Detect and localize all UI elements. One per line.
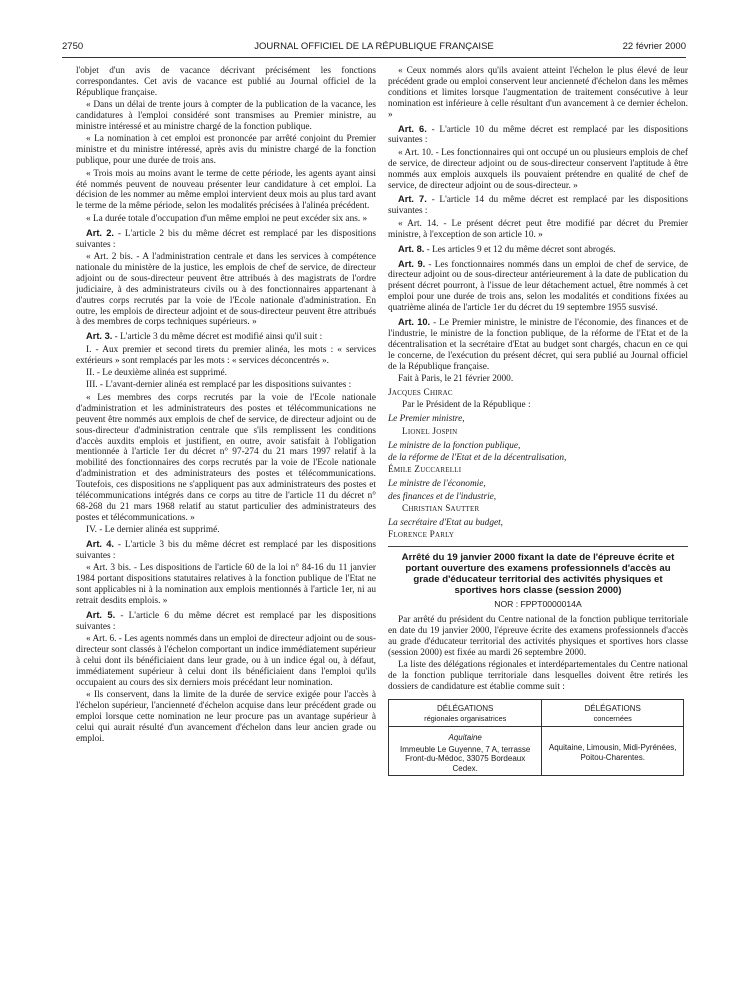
paragraph-text: - L'article 10 du même décret est remplacé par les dispositions suivantes : — [388, 124, 688, 146]
paragraph-text: « La nomination à cet emploi est prononcée par arrêté conjoint du Premier ministre et du ministre intéressé, après avis du ministre chargé de la fonction publique, pour une durée de trois ans. — [76, 134, 376, 167]
right_column-paragraph — [388, 317, 688, 373]
paragraph-text: « Ils conservent, dans la limite de la durée de service exigée pour l'accès à l'échelon supérieur, l'ancienneté d'échelon acquise dans leur précédent grade ou emploi lorsque cette nomination ne leur procure pas un avantage supérieur à celui qui aurait résulté d'un avancement d'échelon dans leur ancien grade ou emploi. — [76, 690, 376, 745]
left_column-paragraph — [76, 228, 376, 251]
left_column-paragraph — [76, 100, 376, 133]
paragraph-text: « Art. 10. - Les fonctionnaires qui ont occupé un ou plusieurs emplois de chef de service, de directeur adjoint ou de sous-directeur conservent l'aptitude à être nommés aux emplois auxquels ils pouvaient prétendre en qualité de chef de service, de directeur adjoint ou de sous-directeur. » — [388, 147, 688, 191]
article-number: Art. 8. — [398, 243, 425, 254]
right-column — [388, 66, 688, 776]
table-header-regional: DÉLÉGATIONS régionales organisatrices — [389, 700, 542, 727]
article-number: Art. 6. — [398, 123, 427, 134]
nor-reference: NOR : FPPT0000014A — [494, 599, 582, 610]
budget-name: Florence Parly — [388, 530, 455, 541]
arrete-paragraph-1: Par arrêté du président du Centre national de la fonction publique territoriale en date du 19 janvier 2000, l'épreuve écrite des examens professionnels d'accès au grade d'éducateur territorial des activités physiques et sportives hors classe (session 2000) est fixée au mardi 26 septembre 2000. — [388, 615, 688, 658]
article-number: Art. 2. — [86, 227, 114, 238]
left_column-paragraph — [76, 214, 376, 225]
table-cell-regional — [389, 727, 542, 776]
signer-name: Jacques Chirac — [388, 387, 453, 398]
left_column-paragraph — [76, 539, 376, 562]
arrete-paragraph-2: La liste des délégations régionales et interdépartementales du Centre national de la fonction publique territoriale dans lesquelles doivent être retirés les dossiers de candidature est établie comme suit : — [388, 660, 688, 693]
paragraph-text: - Les fonctionnaires nommés dans un emploi de chef de service, de directeur adjoint ou de sous-directeur antérieurement à la date de publication du présent décret pourront, à l'issue de leur détachement actuel, être nommés à cet emploi pour une durée de trois ans, selon les modalités et conditions fixées au quatrième alinéa de l'article 1er du décret du 19 septembre 1955 susvisé. — [388, 259, 688, 314]
left_column-paragraph — [76, 134, 376, 167]
left_column-paragraph — [76, 368, 376, 379]
paragraph-text: « La durée totale d'occupation d'un même emploi ne peut excéder six ans. » — [86, 213, 368, 224]
left_column-paragraph — [76, 380, 376, 391]
eco-title-2: des finances et de l'industrie, — [388, 491, 497, 502]
delegations-table — [388, 699, 684, 776]
paragraph-text: - L'article 3 bis du même décret est remplacé par les dispositions suivantes : — [76, 540, 376, 562]
right_column-paragraph — [388, 244, 688, 256]
paragraph-text: IV. - Le dernier alinéa est supprimé. — [86, 525, 220, 536]
fp-title-1: Le ministre de la fonction publique, — [388, 440, 521, 451]
region-name: Aquitaine — [448, 733, 482, 743]
journal-title: JOURNAL OFFICIEL DE LA RÉPUBLIQUE FRANÇAISE — [254, 41, 494, 52]
region-address: Immeuble Le Guyenne, 7 A, terrasse Front-du-Médoc, 33075 Bordeaux Cedex. — [400, 744, 531, 773]
paragraph-text: « Ceux nommés alors qu'ils avaient atteint l'échelon le plus élevé de leur précédent grade ou emploi conservent leur ancienneté d'échelon dans les mêmes conditions et limites lorsque l'augmentation de traitement consécutive à leur nomination est inférieure à celle résultant d'un avancement à ce dernier échelon. » — [388, 66, 688, 120]
paragraph-text: II. - Le deuxième alinéa est supprimé. — [86, 368, 227, 379]
right_column-paragraph — [388, 219, 688, 241]
left_column-paragraph — [76, 345, 376, 367]
right-column-articles — [388, 66, 688, 385]
paragraph-text: « Art. 2 bis. - A l'administration centrale et dans les services à compétence nationale du ministère de la justice, les emplois de chef de service, de directeur adjoint ou de sous-directeur peuvent être attribués à des magistrats de l'ordre judiciaire, à des administrateurs civils ou à des fonctionnaires appartenant à d'autres corps recrutés par la voie de l'Ecole nationale d'administration. En outre, les emplois de directeur adjoint et de sous-directeur peuvent être attribués à des membres de corps techniques supérieurs. » — [76, 252, 376, 328]
article-number: Art. 9. — [398, 258, 426, 269]
left_column-paragraph — [76, 66, 376, 99]
article-number: Art. 3. — [86, 331, 113, 342]
paragraph-text: « Art. 14. - Le présent décret peut être modifié par décret du Premier ministre, à l'exception de son article 10. » — [388, 218, 688, 240]
article-number: Art. 4. — [86, 539, 114, 550]
left_column-paragraph — [76, 563, 376, 607]
left_column-paragraph — [76, 610, 376, 633]
article-number: Art. 7. — [398, 194, 427, 205]
paragraph-text: - L'article 6 du même décret est remplacé par les dispositions suivantes : — [76, 611, 376, 632]
paragraph-text: - Les articles 9 et 12 du même décret sont abrogés. — [424, 244, 616, 255]
by-president: Par le Président de la République : — [402, 400, 531, 411]
paragraph-text: « Art. 3 bis. - Les dispositions de l'article 60 de la loi n° 84-16 du 11 janvier 1984 portant dispositions statutaires relatives à la fonction publique de l'Etat ne sont applicables ni à la nomination aux emplois mentionnés à l'article 1er, ni au retrait desdits emplois. » — [76, 563, 376, 607]
table-row — [389, 727, 684, 776]
fp-title-2: de la réforme de l'Etat et de la décentralisation, — [388, 453, 567, 463]
paragraph-text: III. - L'avant-dernier alinéa est remplacé par les dispositions suivantes : — [86, 380, 352, 391]
article-number: Art. 5. — [86, 610, 116, 621]
page-header — [62, 42, 686, 56]
paragraph-text: « Dans un délai de trente jours à compter de la publication de la vacance, les candidatures à l'emploi considéré sont transmises au Premier ministre, au ministre intéressé et au ministre chargé de la fonction publique. — [76, 100, 376, 133]
article-number: Art. 10. — [398, 317, 431, 328]
right_column-paragraph — [388, 124, 688, 147]
table-header-concerned: DÉLÉGATIONS concernées — [542, 700, 684, 727]
budget-title: La secrétaire d'Etat au budget, — [388, 518, 503, 529]
eco-name: Christian Sautter — [402, 504, 480, 515]
fp-name: Émile Zuccarelli — [388, 465, 462, 476]
right_column-paragraph — [388, 148, 688, 192]
paragraph-text: l'objet d'un avis de vacance décrivant précisément les fonctions correspondantes. Cet avis de vacance est publié au Journal officiel de la République française. — [76, 66, 376, 98]
paragraph-text: Fait à Paris, le 21 février 2000. — [398, 374, 514, 385]
paragraph-text: - Le Premier ministre, le ministre de l'économie, des finances et de l'industrie, le ministre de la fonction publique, de la réforme de l'Etat et de la décentralisation et la secrétaire d'Etat au budget sont chargés, chacun en ce qui le concerne, de l'exécution du présent décret, qui sera publié au Journal officiel de la République française. — [388, 318, 688, 372]
paragraph-text: « Les membres des corps recrutés par la voie de l'Ecole nationale d'administration et les administrateurs des postes et télécommunications ne peuvent être nommés aux emplois de chef de service, de directeur adjoint ou de sous-directeur d'administration centrale que s'ils remplissent les conditions d'accès auxdits emplois et justifient, en outre, avoir satisfait à l'obligation mentionnée à l'article 1er du décret n° 97-274 du 21 mars 1997 relatif à la mobilité des fonctionnaires des corps recrutés par la voie de l'Ecole nationale d'administration et des administrateurs des postes et télécommunications. Toutefois, ces dispositions ne s'appliquent pas aux administrateurs des postes et télécommunications intégrés dans ce corps au titre de l'article 11 du décret n° 68-268 du 21 mars 1968 relatif au statut particulier des administrateurs des postes et télécommunications. » — [76, 392, 376, 523]
pm-name: Lionel Jospin — [402, 426, 458, 437]
pm-title: Le Premier ministre, — [388, 414, 465, 425]
left_column-paragraph — [76, 525, 376, 536]
paragraph-text: I. - Aux premier et second tirets du premier alinéa, les mots : « services extérieurs » sont remplacés par les mots : « services déconcentrés ». — [76, 344, 376, 366]
left_column-paragraph — [76, 331, 376, 343]
paragraph-text: - L'article 2 bis du même décret est remplacé par les dispositions suivantes : — [76, 228, 376, 250]
left_column-paragraph — [76, 169, 376, 213]
left_column-paragraph — [76, 634, 376, 689]
paragraph-text: « Trois mois au moins avant le terme de cette période, les agents ayant ainsi été nommés peuvent de nouveau présenter leur candidature à cet emploi. La décision de les nommer au même emploi intervient deux mois au plus tard avant le terme de la même période, selon les modalités précisées à l'alinéa précédent. — [76, 168, 376, 212]
header-rule — [62, 57, 686, 58]
section-separator — [388, 546, 688, 547]
paragraph-text: - L'article 3 du même décret est modifié ainsi qu'il suit : — [112, 332, 323, 343]
right_column-paragraph — [388, 194, 688, 217]
table-header-row — [389, 700, 684, 727]
right_column-paragraph — [388, 374, 688, 385]
table-cell-concerned — [542, 727, 684, 776]
right_column-paragraph — [388, 259, 688, 315]
signature-block — [388, 388, 688, 541]
paragraph-text: - L'article 14 du même décret est remplacé par les dispositions suivantes : — [388, 195, 688, 217]
left_column-paragraph — [76, 393, 376, 524]
issue-date: 22 février 2000 — [622, 41, 686, 52]
left-column — [76, 66, 376, 746]
right_column-paragraph — [388, 66, 688, 121]
left_column-paragraph — [76, 690, 376, 745]
arrete-title: Arrêté du 19 janvier 2000 fixant la date de l'épreuve écrite et portant ouverture des examens professionnels d'accès au grade d'éducateur territorial des activités physiques et sportives hors classe (session 2000) — [401, 552, 675, 597]
concerned-regions: Aquitaine, Limousin, Midi-Pyrénées, Poitou-Charentes. — [548, 743, 677, 762]
page-number: 2750 — [62, 41, 84, 52]
left_column-paragraph — [76, 252, 376, 328]
paragraph-text: « Art. 6. - Les agents nommés dans un emploi de directeur adjoint ou de sous-directeur sont classés à l'échelon comportant un indice immédiatement supérieur à celui dont ils bénéficiaient dans leur grade, ou à un indice égal ou, à défaut, immédiatement supérieur à celui dont ils bénéficiaient dans l'emploi qu'ils occupaient au cours des six derniers mois précédant leur nomination. — [76, 634, 376, 689]
eco-title-1: Le ministre de l'économie, — [388, 479, 486, 490]
